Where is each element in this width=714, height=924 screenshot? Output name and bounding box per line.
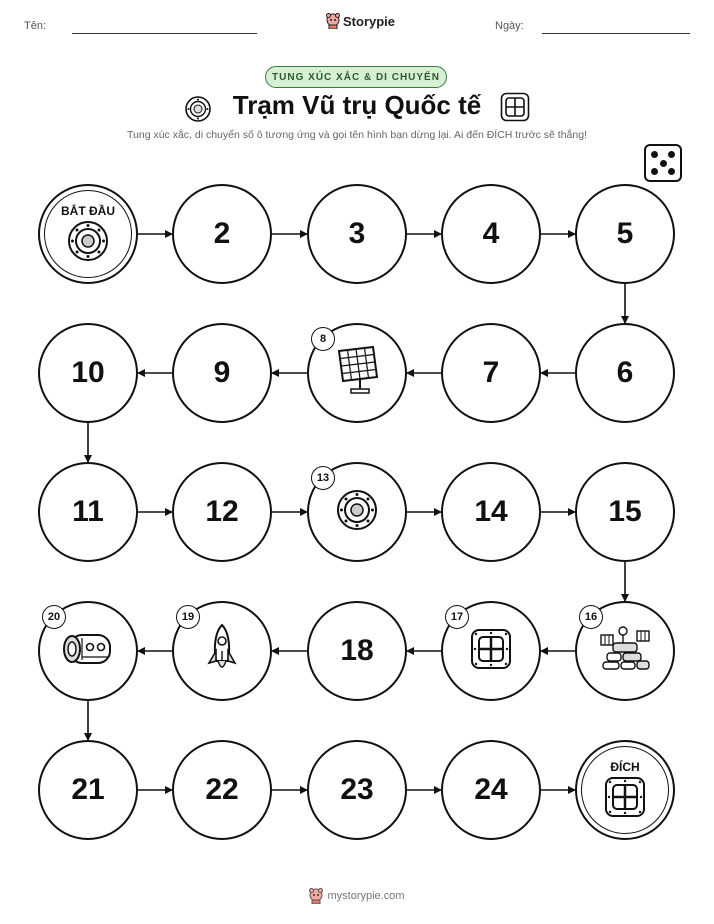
board-space bbox=[307, 601, 407, 701]
board-space bbox=[38, 323, 138, 423]
finish-space bbox=[575, 740, 675, 840]
space-number: 22 bbox=[205, 773, 239, 806]
square-window-icon bbox=[469, 627, 513, 676]
space-number: 24 bbox=[474, 773, 508, 806]
space-number: 6 bbox=[616, 356, 634, 389]
footer bbox=[0, 888, 714, 904]
space-number-badge: 20 bbox=[42, 605, 66, 629]
board-space bbox=[307, 323, 407, 423]
station-module-icon bbox=[60, 629, 116, 674]
board-space bbox=[441, 462, 541, 562]
space-number: 23 bbox=[340, 773, 374, 806]
board-space bbox=[575, 462, 675, 562]
space-number-badge: 8 bbox=[311, 327, 335, 351]
board-space bbox=[441, 740, 541, 840]
porthole-hatch-icon bbox=[335, 488, 379, 537]
board-space bbox=[441, 184, 541, 284]
board-space bbox=[575, 184, 675, 284]
space-number: 9 bbox=[213, 356, 231, 389]
board-space bbox=[38, 601, 138, 701]
solar-panel-icon bbox=[329, 343, 385, 404]
board-space bbox=[172, 323, 272, 423]
board-space bbox=[172, 601, 272, 701]
date-label: Ngày: bbox=[495, 20, 524, 32]
space-number: 4 bbox=[482, 217, 500, 250]
board-space bbox=[441, 601, 541, 701]
page-title: Trạm Vũ trụ Quốc tế bbox=[232, 90, 482, 120]
space-number-badge: 19 bbox=[176, 605, 200, 629]
space-number: 2 bbox=[213, 217, 231, 250]
footer-site: mystorypie.com bbox=[327, 890, 405, 902]
rocket-icon bbox=[206, 623, 238, 680]
space-number: 12 bbox=[205, 495, 239, 528]
space-number-badge: 13 bbox=[311, 466, 335, 490]
board-space bbox=[38, 462, 138, 562]
board-space bbox=[172, 740, 272, 840]
space-number: 3 bbox=[348, 217, 366, 250]
board-space bbox=[307, 740, 407, 840]
space-number: 18 bbox=[340, 634, 374, 667]
space-number: 7 bbox=[482, 356, 500, 389]
board-space bbox=[575, 601, 675, 701]
porthole-hatch-icon bbox=[66, 219, 110, 268]
space-number: 14 bbox=[474, 495, 508, 528]
board-space bbox=[441, 323, 541, 423]
board-space bbox=[307, 184, 407, 284]
space-number-badge: 16 bbox=[579, 605, 603, 629]
finish-label: ĐÍCH bbox=[610, 760, 640, 774]
space-number: 11 bbox=[72, 495, 104, 528]
space-number: 5 bbox=[616, 217, 634, 250]
start-space bbox=[38, 184, 138, 284]
start-label: BẮT ĐẦU bbox=[61, 204, 115, 218]
space-number: 21 bbox=[71, 773, 105, 806]
instructions: Tung xúc xắc, di chuyển số ô tương ứng và gọi tên hình bạn dừng lại. Ai đến ĐÍCH trước sẽ thắng! bbox=[126, 129, 587, 141]
board-space bbox=[575, 323, 675, 423]
board-space bbox=[172, 462, 272, 562]
space-station-icon bbox=[599, 625, 651, 678]
name-label: Tên: bbox=[24, 20, 47, 32]
brand-name: Storypie bbox=[343, 13, 396, 29]
space-number-badge: 17 bbox=[445, 605, 469, 629]
space-number: 15 bbox=[608, 495, 642, 528]
square-window-icon bbox=[603, 775, 647, 824]
mascot-icon bbox=[309, 888, 323, 904]
activity-tag: TUNG XÚC XẮC & DI CHUYỂN bbox=[265, 66, 447, 88]
board-space bbox=[307, 462, 407, 562]
board-space bbox=[172, 184, 272, 284]
board-space bbox=[38, 740, 138, 840]
space-number: 10 bbox=[71, 356, 105, 389]
